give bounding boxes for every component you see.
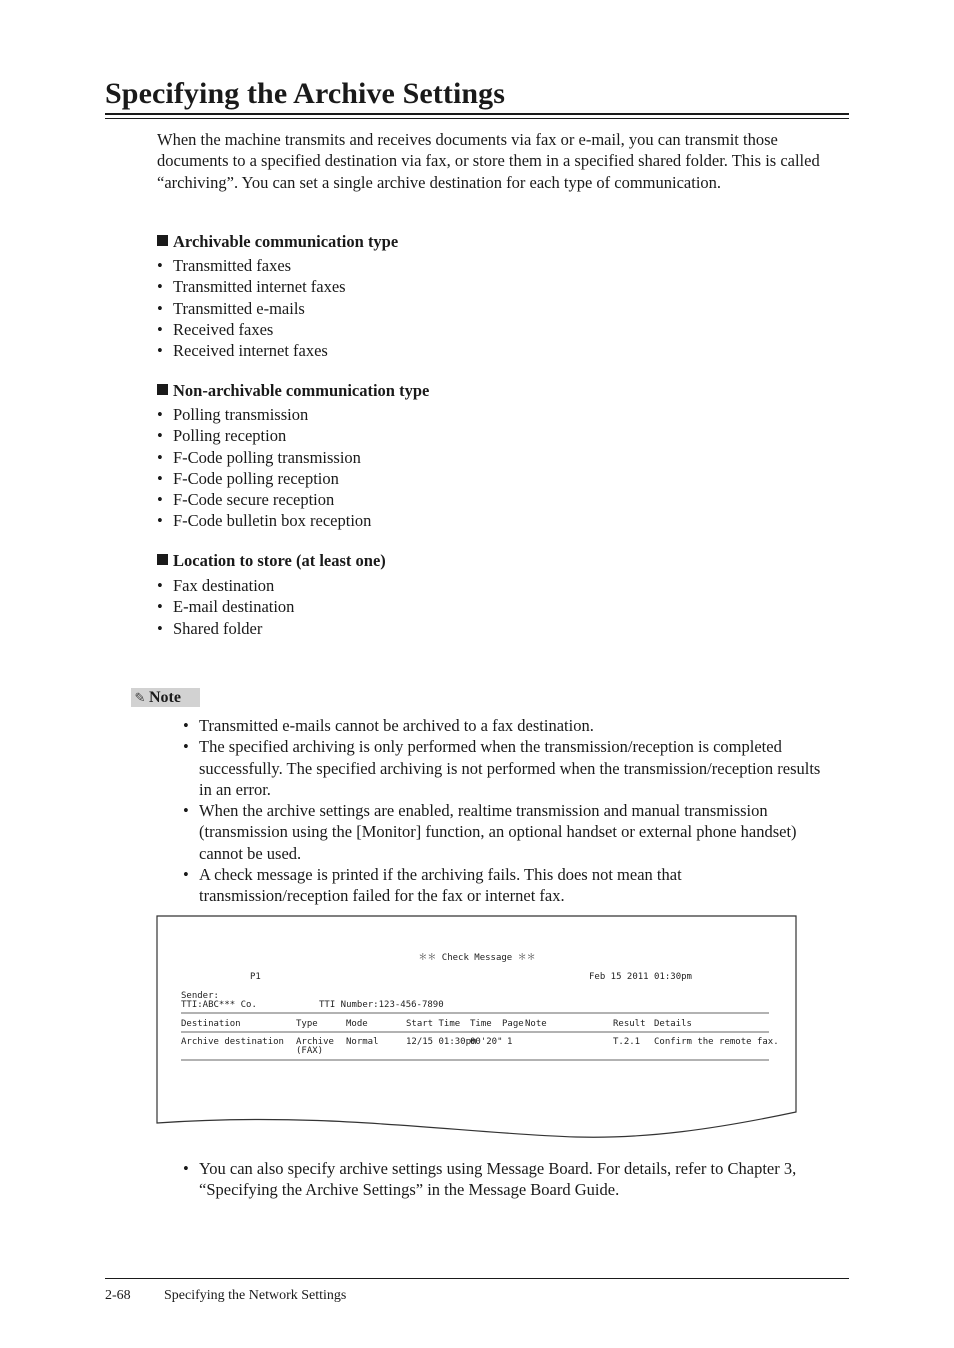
check-message-page: P1 <box>250 972 261 982</box>
col-note: Note <box>525 1019 547 1029</box>
list-item: • E-mail destination <box>157 596 294 617</box>
col-page: Page <box>502 1019 524 1029</box>
col-type: Type <box>296 1019 318 1029</box>
list-item: • F-Code secure reception <box>157 489 371 510</box>
list-item: • F-Code polling transmission <box>157 447 371 468</box>
check-message-printout <box>156 915 798 1140</box>
square-bullet-icon <box>157 235 168 246</box>
section-heading-text: Non-archivable communication type <box>173 381 430 400</box>
section-heading-non-archivable <box>157 380 429 402</box>
title-rule-thin <box>105 118 849 119</box>
location-list <box>157 575 294 639</box>
pencil-icon: ✎ <box>134 690 146 705</box>
col-details: Details <box>654 1019 692 1029</box>
list-item: • Polling reception <box>157 425 371 446</box>
list-item: • Received faxes <box>157 319 346 340</box>
list-item: • F-Code bulletin box reception <box>157 510 371 531</box>
col-result: Result <box>613 1019 646 1029</box>
list-item: • Transmitted faxes <box>157 255 346 276</box>
list-item: • Transmitted e-mails <box>157 298 346 319</box>
section-heading-location <box>157 550 386 572</box>
non-archivable-list <box>157 404 371 532</box>
archivable-list <box>157 255 346 361</box>
intro-paragraph: When the machine transmits and receives documents via fax or e-mail, you can transmit those documents to a specified destination via fax, or store them in a specified shared folder. This is called “archiving”. You can set a single archive destination for each type of communication. <box>157 130 820 192</box>
square-bullet-icon <box>157 384 168 395</box>
check-message-date: Feb 15 2011 01:30pm <box>589 972 692 982</box>
row-result: T.2.1 <box>613 1037 641 1047</box>
col-mode: Mode <box>346 1019 368 1029</box>
page-title: Specifying the Archive Settings <box>105 77 506 110</box>
note-item: • Transmitted e-mails cannot be archived to a fax destination. <box>183 715 833 736</box>
note-item: • A check message is printed if the archiving fails. This does not mean that transmission/reception failed for the fax or internet fax. <box>183 864 833 907</box>
title-rule-thick <box>105 113 849 115</box>
footer-section-title: Specifying the Network Settings <box>164 1288 347 1303</box>
note-list <box>183 715 833 907</box>
list-item: • Fax destination <box>157 575 294 596</box>
list-item: • Received internet faxes <box>157 340 346 361</box>
col-start-time: Start Time <box>406 1019 461 1029</box>
check-message-title: ＊＊ Check Message ＊＊ <box>418 953 536 963</box>
list-item: • Transmitted internet faxes <box>157 276 346 297</box>
note-item: • When the archive settings are enabled, realtime transmission and manual transmission (transmission using the [Monitor] function, an optional handset or external phone handset) cannot be used. <box>183 800 833 864</box>
note-list-continued <box>183 1158 833 1201</box>
section-heading-text: Location to store (at least one) <box>173 551 386 570</box>
note-item: • You can also specify archive settings using Message Board. For details, refer to Chapter 3, “Specifying the Archive Settings” in the Message Board Guide. <box>183 1158 833 1201</box>
row-time: 00'20" <box>470 1037 503 1047</box>
row-mode: Normal <box>346 1037 379 1047</box>
note-badge <box>131 688 200 707</box>
check-message-sample <box>156 915 798 1140</box>
note-label: Note <box>149 689 181 706</box>
note-item: • The specified archiving is only performed when the transmission/reception is completed successfully. The specified archiving is not performed when the transmission/reception results in an error. <box>183 736 833 800</box>
footer-rule <box>105 1278 849 1279</box>
row-page: 1 <box>507 1037 513 1047</box>
section-heading-archivable <box>157 231 398 253</box>
list-item: • Shared folder <box>157 618 294 639</box>
sender-tti: TTI:ABC*** Co. <box>181 1000 257 1010</box>
col-time: Time <box>470 1019 492 1029</box>
tti-number: TTI Number:123-456-7890 <box>319 1000 444 1010</box>
row-type-line1: Archive <box>296 1037 334 1047</box>
footer-page-number: 2-68 <box>105 1288 131 1303</box>
sender-label: Sender: <box>181 991 219 1001</box>
col-destination: Destination <box>181 1019 241 1029</box>
row-destination: Archive destination <box>181 1037 284 1047</box>
list-item: • Polling transmission <box>157 404 371 425</box>
row-start-time: 12/15 01:30pm <box>406 1037 477 1047</box>
square-bullet-icon <box>157 554 168 565</box>
section-heading-text: Archivable communication type <box>173 232 399 251</box>
row-details: Confirm the remote fax. <box>654 1037 779 1047</box>
list-item: • F-Code polling reception <box>157 468 371 489</box>
row-type-line2: (FAX) <box>296 1046 324 1056</box>
